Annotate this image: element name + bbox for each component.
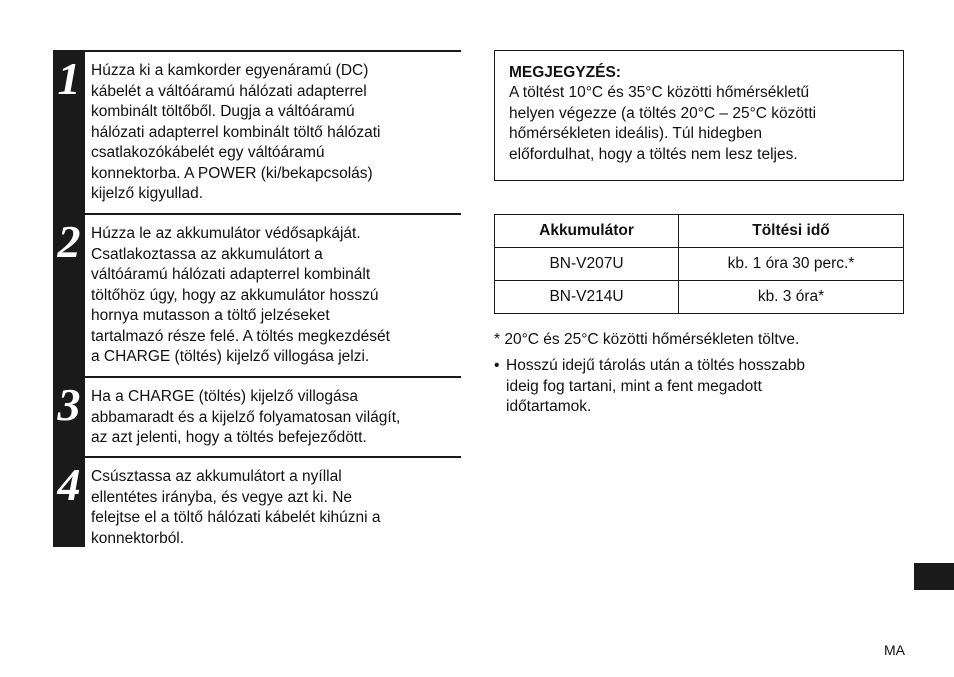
- step-number: 4: [53, 456, 85, 547]
- table-row: [495, 281, 904, 314]
- bullet-note: [494, 356, 904, 418]
- table-cell: kb. 3 óra*: [679, 281, 904, 314]
- step-2: [53, 213, 461, 376]
- step-1: [53, 50, 461, 213]
- step-number: 2: [53, 213, 85, 376]
- step-3: [53, 376, 461, 456]
- note-box: [494, 50, 904, 181]
- step-4: [53, 456, 461, 547]
- step-number: 3: [53, 376, 85, 456]
- bullet-text: Hosszú idejű tárolás után a töltés hosszabb ideig fog tartani, mint a fent megadott időtartamok.: [506, 357, 805, 415]
- footnote: * 20°C és 25°C közötti hőmérsékleten töltve.: [494, 331, 800, 348]
- table-header: Töltési idő: [679, 215, 904, 248]
- page-code: MA: [884, 642, 905, 658]
- section-tab-marker: [914, 563, 954, 590]
- step-text: Ha a CHARGE (töltés) kijelző villogása abbamaradt és a kijelző folyamatosan világít, az azt jelenti, hogy a töltés befejeződött.: [85, 376, 461, 456]
- table-cell: BN-V214U: [495, 281, 679, 314]
- step-text: Csúsztassa az akkumulátort a nyíllal ellentétes irányba, és vegye azt ki. Ne felejtse el a töltő hálózati kábelét kihúzni a konnektorból.: [85, 456, 461, 547]
- bullet-icon: •: [494, 357, 500, 374]
- step-number: 1: [53, 50, 85, 213]
- note-text: A töltést 10°C és 35°C közötti hőmérsékletű helyen végezze (a töltés 20°C – 25°C közötti hőmérsékleten ideális). Túl hidegben előfordulhat, hogy a töltés nem lesz teljes.: [509, 84, 817, 163]
- charging-time-table: [494, 214, 904, 314]
- table-header-row: [495, 215, 904, 248]
- table-cell: kb. 1 óra 30 perc.*: [679, 248, 904, 281]
- step-text: Húzza ki a kamkorder egyenáramú (DC) kábelét a váltóáramú hálózati adapterrel kombinált töltőből. Dugja a váltóáramú hálózati adapterrel kombinált töltő hálózati csatlakozókábelét egy váltóáramú konnektorba. A POWER (ki/bekapcsolás) kijelző kigyullad.: [85, 50, 461, 213]
- step-text: Húzza le az akkumulátor védősapkáját. Csatlakoztassa az akkumulátort a váltóáramú hálózati adapterrel kombinált töltőhöz úgy, hogy az akkumulátor hosszú hornya mutasson a töltő jelzéseket tartalmazó része felé. A töltés megkezdését a CHARGE (töltés) kijelző villogása jelzi.: [85, 213, 461, 376]
- table-cell: BN-V207U: [495, 248, 679, 281]
- note-title: MEGJEGYZÉS:: [509, 64, 621, 81]
- table-header: Akkumulátor: [495, 215, 679, 248]
- steps-list: [53, 50, 461, 547]
- table-row: [495, 248, 904, 281]
